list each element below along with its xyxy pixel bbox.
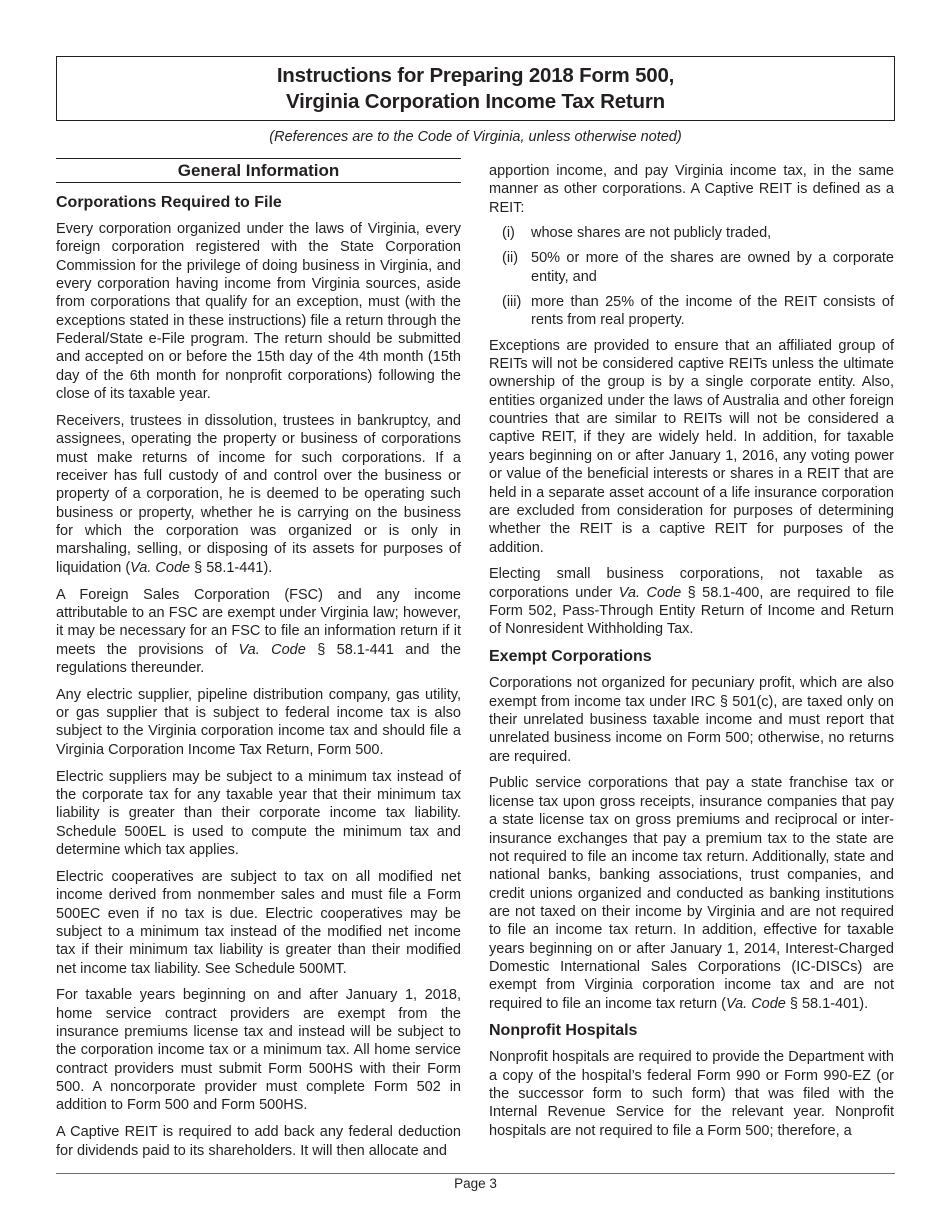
paragraph-captive-reit: A Captive REIT is required to add back any federal deduction for dividends paid to its shareholders. It will then allocate and: [56, 1124, 461, 1159]
footer-divider: [56, 1173, 895, 1174]
paragraph-captive-reit-continued: apportion income, and pay Virginia income tax, in the same manner as other corporations. A Captive REIT is defined as a REIT:: [489, 163, 894, 216]
section-heading-general-information: General Information: [56, 158, 461, 183]
paragraph-public-service-corporations: Public service corporations that pay a state franchise tax or license tax upon gross receipts, insurance companies that pay a state license tax on gross premiums and reciprocal or inter-insurance exchanges that pay a premium tax to the state are not required to file an income tax return. Additionally, state and national banks, banking associations, trust companies, and credit unions organized and conducted as banking institutions are not taxed on their income by Virginia and are not required to file an income tax return. In addition, effective for taxable years beginning on or after January 1, 2014, Interest-Charged Domestic International Sales Corporations (IC-DISCs) are exempt from Virginia corporation income tax and are not required to file an income tax return (Va. Code § 58.1-401).: [489, 775, 894, 1012]
paragraph-every-corporation: Every corporation organized under the laws of Virginia, every foreign corporation registered with the State Corporation Commission for the privilege of doing business in Virginia, and every corporation having income from Virginia sources, aside from corporations that qualify for an exception, must (with the exceptions stated in these instructions) file a return through the Federal/State e-File program. The return should be submitted and accepted on or before the 15th day of the 4th month (15th day of the 6th month for nonprofit corporations) following the close of its taxable year.: [56, 221, 461, 403]
captive-reit-criteria-list: [502, 224, 894, 330]
paragraph-reit-exceptions: Exceptions are provided to ensure that an affiliated group of REITs will not be considered captive REITs unless the ultimate ownership of the group is by a single corporate entity. Also, entities organized under the laws of Australia and other foreign countries that are similar to REITs will not be considered a captive REIT, if they are widely held. In addition, for taxable years beginning on or after January 1, 2016, any voting power or value of the beneficial interests or shares in a REIT that are held in a separate asset account of a life insurance corporation are excluded from consideration for purposes of determining whether the REIT is a captive REIT for purposes of the addition.: [489, 337, 894, 556]
paragraph-home-service-contract: For taxable years beginning on and after January 1, 2018, home service contract providers are exempt from the insurance premiums license tax and instead will be subject to the corporation income tax or a minimum tax. All home service contract providers must submit Form 500HS with their Form 500. A noncorporate provider must complete Form 502 in addition to Form 500 and Form 500HS.: [56, 987, 461, 1114]
paragraph-nonprofit-hospitals: Nonprofit hospitals are required to provide the Department with a copy of the hospital’s federal Form 990 or Form 990-EZ (or the successor form to such form) that was filed with the Internal Revenue Service for the relevant year. Nonprofit hospitals are not required to file a Form 500; therefore, a: [489, 1049, 894, 1139]
paragraph-receivers-trustees: Receivers, trustees in dissolution, trustees in bankruptcy, and assignees, operating the property or business of corporations must make returns of income for such corporations. If a receiver has full custody of and control over the business or property of a corporation, he is deemed to be operating such business or property, whether he is carrying on the business for which the corporation was organized or is only in marshaling, selling, or disposing of its assets for purposes of liquidation (Va. Code § 58.1-441).: [56, 412, 461, 576]
document-title-line-1: Instructions for Preparing 2018 Form 500,: [276, 64, 675, 87]
paragraph-electing-small-business: Electing small business corporations, not taxable as corporations under Va. Code § 58.1-400, are required to file Form 502, Pass-Through Entity Return of Income and Return of Nonresident Withholding Tax.: [489, 566, 895, 638]
subheading-nonprofit-hospitals: Nonprofit Hospitals: [489, 1022, 638, 1040]
list-item: (ii) 50% or more of the shares are owned by a corporate entity, and: [502, 250, 894, 285]
paragraph-electric-cooperatives: Electric cooperatives are subject to tax on all modified net income derived from nonmember sales and must file a Form 500EC even if no tax is due. Electric cooperatives may be subject to a minimum tax instead of the modified net income tax if their minimum tax liability is greater than their modified net income tax liability. See Schedule 500MT.: [56, 868, 461, 977]
document-title-line-2: Virginia Corporation Income Tax Return: [286, 90, 665, 113]
list-item: (i) whose shares are not publicly traded,: [502, 225, 772, 242]
list-item: (iii) more than 25% of the income of the REIT consists of rents from real property.: [502, 294, 894, 329]
subheading-exempt-corporations: Exempt Corporations: [489, 648, 652, 666]
right-column: [489, 162, 894, 1140]
paragraph-foreign-sales-corporation: A Foreign Sales Corporation (FSC) and any income attributable to an FSC are exempt under Virginia law; however, it may be necessary for an FSC to file an information return if it meets the provisions of Va. Code § 58.1-441 and the regulations thereunder.: [56, 586, 461, 676]
paragraph-not-for-profit: Corporations not organized for pecuniary profit, which are also exempt from income tax under IRC § 501(c), are taxed only on their unrelated business taxable income and must report that unrelated business income on Form 500; otherwise, no returns are required.: [489, 675, 894, 765]
document-title-box: [56, 56, 895, 121]
page-number: Page 3: [454, 1176, 497, 1191]
paragraph-electric-suppliers-minimum-tax: Electric suppliers may be subject to a minimum tax instead of the corporate tax for any taxable year that their minimum tax liability is greater than their corporate income tax liability. Schedule 500EL is used to compute the minimum tax and determine which tax applies.: [56, 768, 461, 858]
paragraph-electric-supplier: Any electric supplier, pipeline distribution company, gas utility, or gas supplier that is subject to federal income tax is also subject to the Virginia corporation income tax and should file a Virginia Corporation Income Tax Return, Form 500.: [56, 686, 461, 758]
subheading-corporations-required-to-file: Corporations Required to File: [56, 194, 282, 211]
references-note: (References are to the Code of Virginia, unless otherwise noted): [269, 129, 682, 145]
left-column: [56, 158, 461, 1160]
